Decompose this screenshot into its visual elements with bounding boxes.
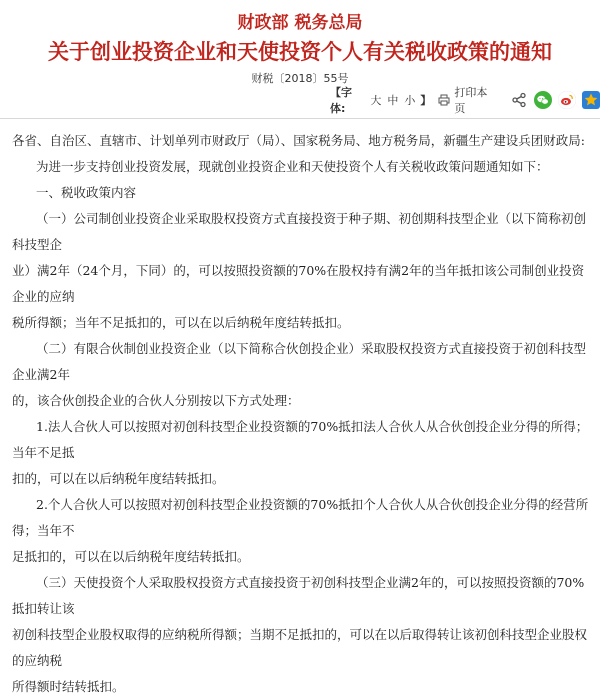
wechat-icon[interactable] [534,91,552,109]
document-number: 财税〔2018〕55号 [251,72,349,85]
article-toolbar [330,86,600,115]
intro-paragraph: 为进一步支持创业投资发展，现就创业投资企业和天使投资个人有关税收政策问题通知如下： [36,159,549,174]
share-icon[interactable] [510,91,528,109]
qzone-icon[interactable] [582,91,600,109]
print-button[interactable] [435,84,496,116]
paragraph-line: 所得额时结转抵扣。 [12,679,125,694]
font-small-button[interactable]: 小 [404,94,416,107]
paragraph-line: （二）有限合伙制创业投资企业（以下简称合伙创投企业）采取股权投资方式直接投资于初创科技型企业满2年 [12,341,587,382]
font-size-label-close: 】 [420,94,432,107]
header-divider [0,118,600,119]
page-title: 关于创业投资企业和天使投资个人有关税收政策的通知 [48,40,552,64]
paragraph-line: 扣的，可以在以后纳税年度结转抵扣。 [12,471,225,486]
addressee: 各省、自治区、直辖市、计划单列市财政厅（局）、国家税务局、地方税务局，新疆生产建设兵团财政局: [12,133,585,148]
weibo-icon[interactable] [558,91,576,109]
department-heading: 财政部 税务总局 [237,13,363,33]
font-size-label: 【字体: [330,86,352,115]
paragraph-line: 业）满2年（24个月，下同）的，可以按照投资额的70%在股权持有满2年的当年抵扣该公司制创业投资企业的应纳 [12,263,585,304]
paragraph-line: 税所得额；当年不足抵扣的，可以在以后纳税年度结转抵扣。 [12,315,350,330]
section-heading: 一、税收政策内容 [36,185,137,200]
paragraph-line: （一）公司制创业投资企业采取股权投资方式直接投资于种子期、初创期科技型企业（以下简称初创科技型企 [12,211,587,252]
font-large-button[interactable]: 大 [370,94,382,107]
share-bar [510,91,600,109]
print-label: 打印本页 [454,86,488,115]
font-medium-button[interactable]: 中 [387,94,399,107]
paragraph-line: 2.个人合伙人可以按照对初创科技型企业投资额的70%抵扣个人合伙人从合伙创投企业分得的经营所得；当年不 [12,497,589,538]
article-body [12,128,590,700]
paragraph-line: （三）天使投资个人采取股权投资方式直接投资于初创科技型企业满2年的，可以按照投资额的70%抵扣转让该 [12,575,585,616]
paragraph-line: 足抵扣的，可以在以后纳税年度结转抵扣。 [12,549,250,564]
paragraph-line: 初创科技型企业股权取得的应纳税所得额；当期不足抵扣的，可以在以后取得转让该初创科技型企业股权的应纳税 [12,627,588,668]
paragraph-line: 1.法人合伙人可以按照对初创科技型企业投资额的70%抵扣法人合伙人从合伙创投企业分得的所得；当年不足抵 [12,419,589,460]
print-icon [435,91,452,109]
paragraph-line: 的，该合伙创投企业的合伙人分别按以下方式处理： [12,393,300,408]
